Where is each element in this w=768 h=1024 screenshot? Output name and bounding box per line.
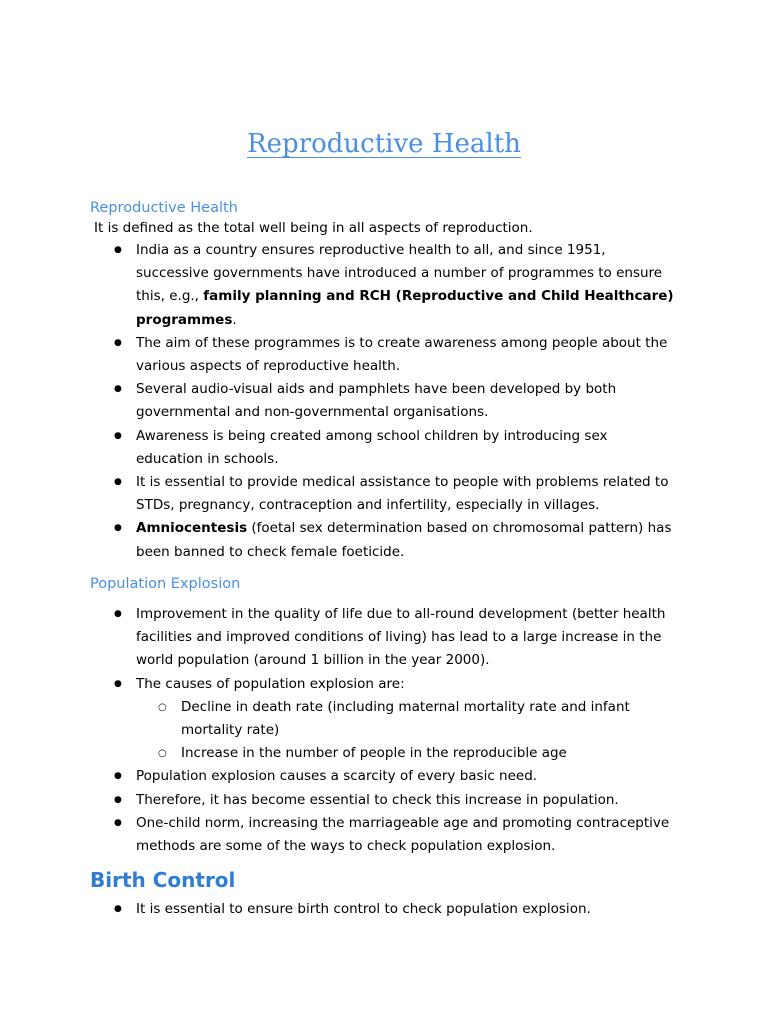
list-item [0, 425, 768, 471]
sub-list-item [136, 696, 678, 742]
bullet-icon: ● [114, 523, 122, 534]
list-item-bold-text: family planning and RCH (Reproductive and Child Healthcare) programmes [136, 288, 674, 328]
list-item-text: . [232, 311, 237, 328]
sub-list [136, 696, 678, 766]
list-item-text: Improvement in the quality of life due to all-round development (better health facilities and improved conditions of living) has lead to a large increase in the world population (around 1 billion in the year 2000). [136, 606, 666, 669]
list-item-text: Awareness is being created among school children by introducing sex education in schools. [136, 427, 608, 467]
list-item [0, 673, 768, 766]
list-item [0, 789, 768, 812]
bullet-icon: ● [114, 245, 122, 255]
list-item [0, 603, 768, 673]
list-item-text: One-child norm, increasing the marriageable age and promoting contraceptive methods are some of the ways to check population explosion. [136, 814, 670, 855]
list-item-text: India as a country ensures reproductive health to all, and since 1951, successive governments have introduced a number of programmes to ensure this, e.g., [136, 242, 663, 305]
list-item [0, 378, 768, 424]
bullet-icon: ● [114, 794, 122, 805]
list-item [0, 812, 768, 858]
list-item [0, 517, 768, 563]
population-explosion-list [0, 603, 768, 858]
reproductive-health-list [0, 239, 768, 564]
sub-list-item-text: Decline in death rate (including maternal mortality rate and infant mortality rate) [181, 698, 630, 739]
bullet-icon: ● [114, 678, 122, 689]
list-item [0, 332, 768, 378]
sub-list-item-text: Increase in the number of people in the reproducible age [181, 745, 567, 762]
list-item-text: It is essential to ensure birth control to check population explosion. [136, 901, 591, 917]
list-item-text: (foetal sex determination based on chromosomal pattern) has been banned to check female foeticide. [136, 520, 672, 560]
bullet-icon: ● [114, 384, 122, 395]
bullet-icon: ● [114, 337, 122, 348]
bullet-icon: ● [114, 477, 122, 488]
list-item-bold-text: Amniocentesis [136, 520, 248, 537]
list-item-text: Therefore, it has become essential to check this increase in population. [136, 791, 619, 808]
bullet-icon: ● [114, 609, 122, 619]
list-item-text: It is essential to provide medical assistance to people with problems related to STDs, pregnancy, contraception and infertility, especially in villages. [136, 474, 669, 514]
list-item-text: The aim of these programmes is to create awareness among people about the various aspects of reproductive health. [136, 334, 668, 375]
bullet-icon: ● [114, 904, 122, 914]
list-item [0, 898, 768, 921]
list-item-text: Population explosion causes a scarcity of every basic need. [136, 768, 538, 785]
bullet-icon: ● [114, 430, 122, 441]
section-heading-population-explosion: Population Explosion [90, 576, 241, 592]
definition-text: It is defined as the total well being in all aspects of reproduction. [94, 220, 533, 236]
list-item [0, 239, 768, 332]
section-heading-reproductive-health: Reproductive Health [90, 200, 238, 216]
list-item [0, 765, 768, 788]
birth-control-list [0, 898, 768, 921]
bullet-icon: ● [114, 771, 122, 782]
list-item [0, 471, 768, 517]
document-title: Reproductive Health [247, 129, 521, 159]
section-heading-birth-control: Birth Control [90, 868, 236, 892]
circle-bullet-icon: ○ [158, 701, 167, 713]
list-item-text: The causes of population explosion are: [136, 675, 405, 692]
bullet-icon: ● [114, 817, 122, 828]
sub-list-item [136, 742, 678, 765]
list-item-text: Several audio-visual aids and pamphlets have been developed by both governmental and non-governmental organisations. [136, 381, 617, 421]
circle-bullet-icon: ○ [158, 748, 167, 760]
